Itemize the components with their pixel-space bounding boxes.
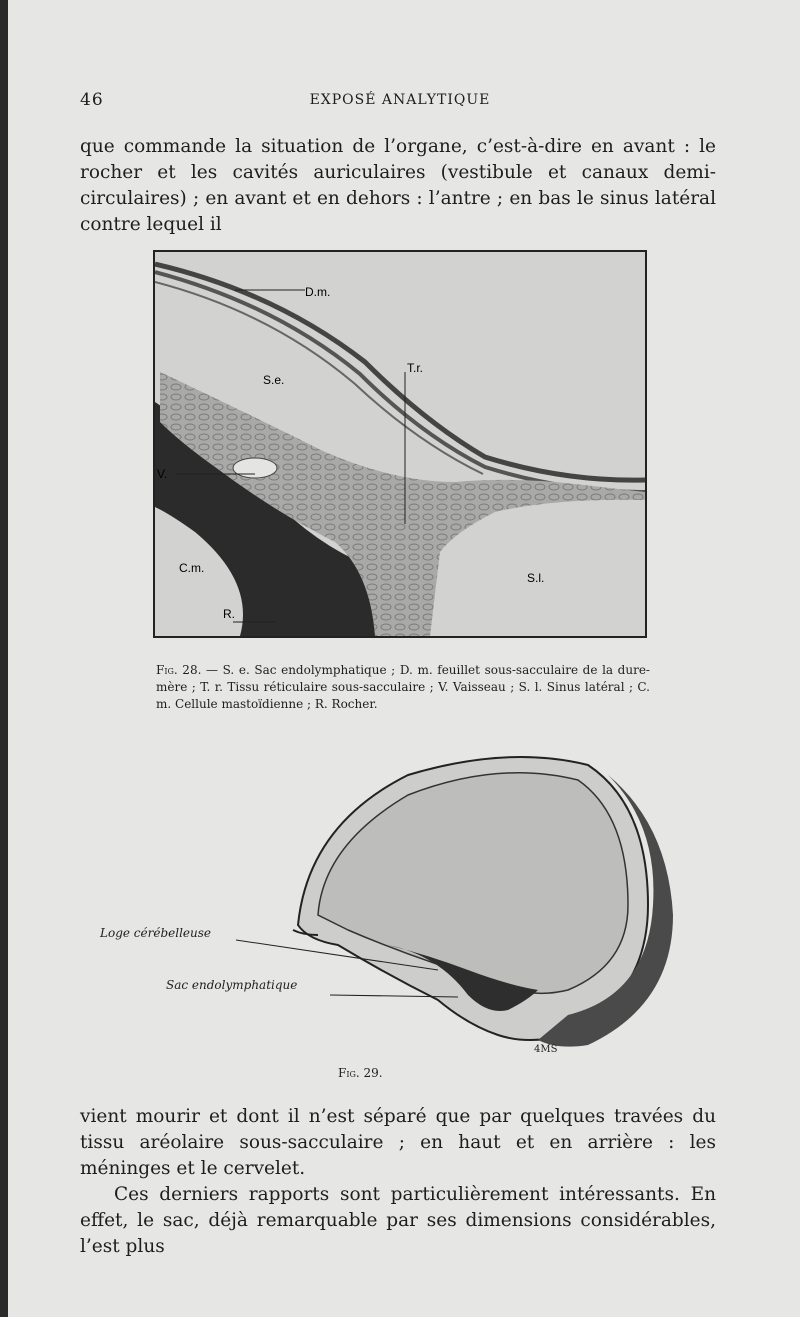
- figure-29-drawing: [88, 745, 688, 1075]
- figure-28-caption-label: Fig. 28.: [156, 663, 202, 677]
- running-title: EXPOSÉ ANALYTIQUE: [309, 92, 491, 108]
- label-tr: T.r.: [407, 361, 424, 375]
- skull-fossa-illustration: [88, 745, 688, 1075]
- label-sac-endolymphatique: Sac endolymphatique: [166, 978, 298, 992]
- label-r: R.: [223, 607, 235, 621]
- label-se: S.e.: [263, 373, 285, 387]
- histology-section-drawing: [155, 252, 645, 636]
- paragraph-bottom-text-1: vient mourir et dont il n’est séparé que par quelques travées du tissu aréolaire sous-sacculaire ; en haut et en arrière : les méninges et le cervelet.: [80, 1106, 716, 1179]
- label-cm: C.m.: [179, 561, 205, 575]
- paragraph-top: [80, 134, 716, 238]
- figure-28-caption-text: — S. e. Sac endolymphatique ; D. m. feuillet sous-sacculaire de la dure-mère ; T. r. Tissu réticulaire sous-sacculaire ; V. Vaisseau ; S. l. Sinus latéral ; C. m. Cellule mastoïdienne ; R. Rocher.: [156, 663, 650, 711]
- label-dm: D.m.: [305, 285, 331, 299]
- paragraph-bottom-text-2: Ces derniers rapports sont particulièrement intéressants. En effet, le sac, déjà remarquable par ses dimensions considérables, l’est plus: [80, 1184, 716, 1257]
- figure-29-caption: Fig. 29.: [338, 1066, 383, 1080]
- paragraph-top-text: que commande la situation de l’organe, c’est-à-dire en avant : le rocher et les cavités auriculaires (vestibule et canaux demi-circulaires) ; en avant et en dehors : l’antre ; en bas le sinus latéral contre lequel il: [80, 136, 716, 235]
- figure-28-caption: [156, 662, 650, 713]
- label-sl: S.l.: [527, 571, 545, 585]
- label-loge-cerebelleuse: Loge cérébelleuse: [100, 926, 211, 940]
- figure-28-photo: [153, 250, 647, 638]
- paragraph-bottom: [80, 1104, 716, 1260]
- artist-signature: 4MS: [534, 1044, 558, 1055]
- label-v: V.: [157, 467, 168, 481]
- book-page: [8, 0, 800, 1317]
- page-number: 46: [80, 90, 104, 110]
